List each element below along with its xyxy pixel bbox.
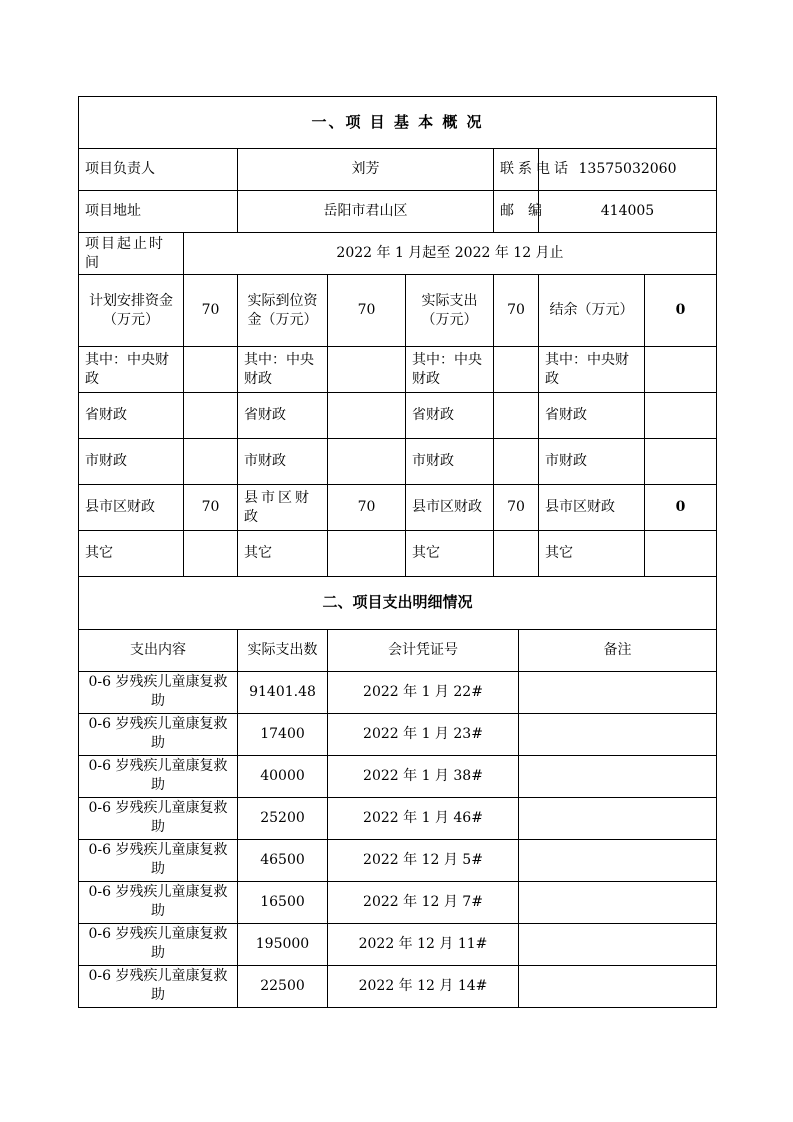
row-amount: 40000 <box>238 755 328 797</box>
source-label: 县市区财政 <box>406 485 494 531</box>
row-note <box>519 797 717 839</box>
row-note <box>519 671 717 713</box>
source-actual-in: 70 <box>328 485 406 531</box>
row-content: 0-6 岁残疾儿童康复救助 <box>79 755 238 797</box>
source-balance: 0 <box>645 485 717 531</box>
source-label: 省财政 <box>238 393 328 439</box>
source-label: 省财政 <box>79 393 184 439</box>
source-actual-in <box>328 439 406 485</box>
table-row <box>79 797 717 839</box>
row-voucher: 2022 年 12 月 7# <box>328 881 519 923</box>
actual-in-value: 70 <box>328 275 406 347</box>
basic-info-table <box>78 96 717 577</box>
source-planned <box>184 347 238 393</box>
header-voucher: 会计凭证号 <box>328 629 519 671</box>
actual-in-label: 实际到位资金（万元） <box>238 275 328 347</box>
header-note: 备注 <box>519 629 717 671</box>
source-actual-out: 70 <box>494 485 539 531</box>
period-label: 项目起止时间 <box>79 233 184 275</box>
source-label: 省财政 <box>406 393 494 439</box>
source-label: 省财政 <box>539 393 645 439</box>
source-planned <box>184 439 238 485</box>
planned-label: 计划安排资金（万元） <box>79 275 184 347</box>
row-content: 0-6 岁残疾儿童康复救助 <box>79 881 238 923</box>
phone-label: 联系电话 <box>494 149 539 191</box>
row-content: 0-6 岁残疾儿童康复救助 <box>79 797 238 839</box>
source-label: 市财政 <box>79 439 184 485</box>
zip-value: 414005 <box>539 191 717 233</box>
row-content: 0-6 岁残疾儿童康复救助 <box>79 671 238 713</box>
zip-label: 邮 编 <box>494 191 539 233</box>
source-label: 其它 <box>406 531 494 577</box>
row-voucher: 2022 年 12 月 5# <box>328 839 519 881</box>
source-actual-in <box>328 531 406 577</box>
row-amount: 195000 <box>238 923 328 965</box>
row-note <box>519 839 717 881</box>
source-actual-in <box>328 393 406 439</box>
source-label: 县市区财政 <box>238 485 328 531</box>
source-label: 县市区财政 <box>539 485 645 531</box>
row-voucher: 2022 年 12 月 11# <box>328 923 519 965</box>
table-row <box>79 755 717 797</box>
source-label: 其中：中央财政 <box>539 347 645 393</box>
row-voucher: 2022 年 1 月 22# <box>328 671 519 713</box>
actual-out-value: 70 <box>494 275 539 347</box>
address-value: 岳阳市君山区 <box>238 191 494 233</box>
section1-title: 一、项 目 基 本 概 况 <box>79 97 717 149</box>
row-amount: 25200 <box>238 797 328 839</box>
row-content: 0-6 岁残疾儿童康复救助 <box>79 839 238 881</box>
row-voucher: 2022 年 1 月 46# <box>328 797 519 839</box>
row-voucher: 2022 年 1 月 38# <box>328 755 519 797</box>
row-note <box>519 881 717 923</box>
source-planned <box>184 531 238 577</box>
row-content: 0-6 岁残疾儿童康复救助 <box>79 713 238 755</box>
balance-value: 0 <box>645 275 717 347</box>
row-voucher: 2022 年 1 月 23# <box>328 713 519 755</box>
source-balance <box>645 439 717 485</box>
source-label: 县市区财政 <box>79 485 184 531</box>
project-form <box>78 96 716 1008</box>
row-amount: 17400 <box>238 713 328 755</box>
source-label: 市财政 <box>539 439 645 485</box>
source-actual-out <box>494 531 539 577</box>
row-amount: 16500 <box>238 881 328 923</box>
row-content: 0-6 岁残疾儿童康复救助 <box>79 923 238 965</box>
row-note <box>519 923 717 965</box>
source-balance <box>645 347 717 393</box>
table-row <box>79 881 717 923</box>
source-label: 其它 <box>79 531 184 577</box>
header-content: 支出内容 <box>79 629 238 671</box>
source-actual-out <box>494 439 539 485</box>
header-amount: 实际支出数 <box>238 629 328 671</box>
source-actual-out <box>494 393 539 439</box>
row-note <box>519 965 717 1007</box>
source-label: 其它 <box>238 531 328 577</box>
source-label: 其中：中央财政 <box>238 347 328 393</box>
planned-value: 70 <box>184 275 238 347</box>
row-note <box>519 713 717 755</box>
source-actual-in <box>328 347 406 393</box>
balance-label: 结余（万元） <box>539 275 645 347</box>
row-note <box>519 755 717 797</box>
actual-out-label: 实际支出（万元） <box>406 275 494 347</box>
source-label: 其它 <box>539 531 645 577</box>
row-voucher: 2022 年 12 月 14# <box>328 965 519 1007</box>
table-row <box>79 671 717 713</box>
row-amount: 46500 <box>238 839 328 881</box>
row-amount: 22500 <box>238 965 328 1007</box>
source-actual-out <box>494 347 539 393</box>
leader-value: 刘芳 <box>238 149 494 191</box>
period-value: 2022 年 1 月起至 2022 年 12 月止 <box>184 233 717 275</box>
source-label: 其中：中央财政 <box>406 347 494 393</box>
source-label: 市财政 <box>238 439 328 485</box>
source-balance <box>645 393 717 439</box>
table-row <box>79 713 717 755</box>
source-label: 市财政 <box>406 439 494 485</box>
source-balance <box>645 531 717 577</box>
table-row <box>79 923 717 965</box>
row-amount: 91401.48 <box>238 671 328 713</box>
leader-label: 项目负责人 <box>79 149 238 191</box>
source-label: 其中：中央财政 <box>79 347 184 393</box>
source-planned: 70 <box>184 485 238 531</box>
source-planned <box>184 393 238 439</box>
table-row <box>79 965 717 1007</box>
phone-value: 13575032060 <box>539 149 717 191</box>
address-label: 项目地址 <box>79 191 238 233</box>
row-content: 0-6 岁残疾儿童康复救助 <box>79 965 238 1007</box>
expense-detail-table <box>78 577 717 1008</box>
section2-title: 二、项目支出明细情况 <box>79 577 717 629</box>
table-row <box>79 839 717 881</box>
